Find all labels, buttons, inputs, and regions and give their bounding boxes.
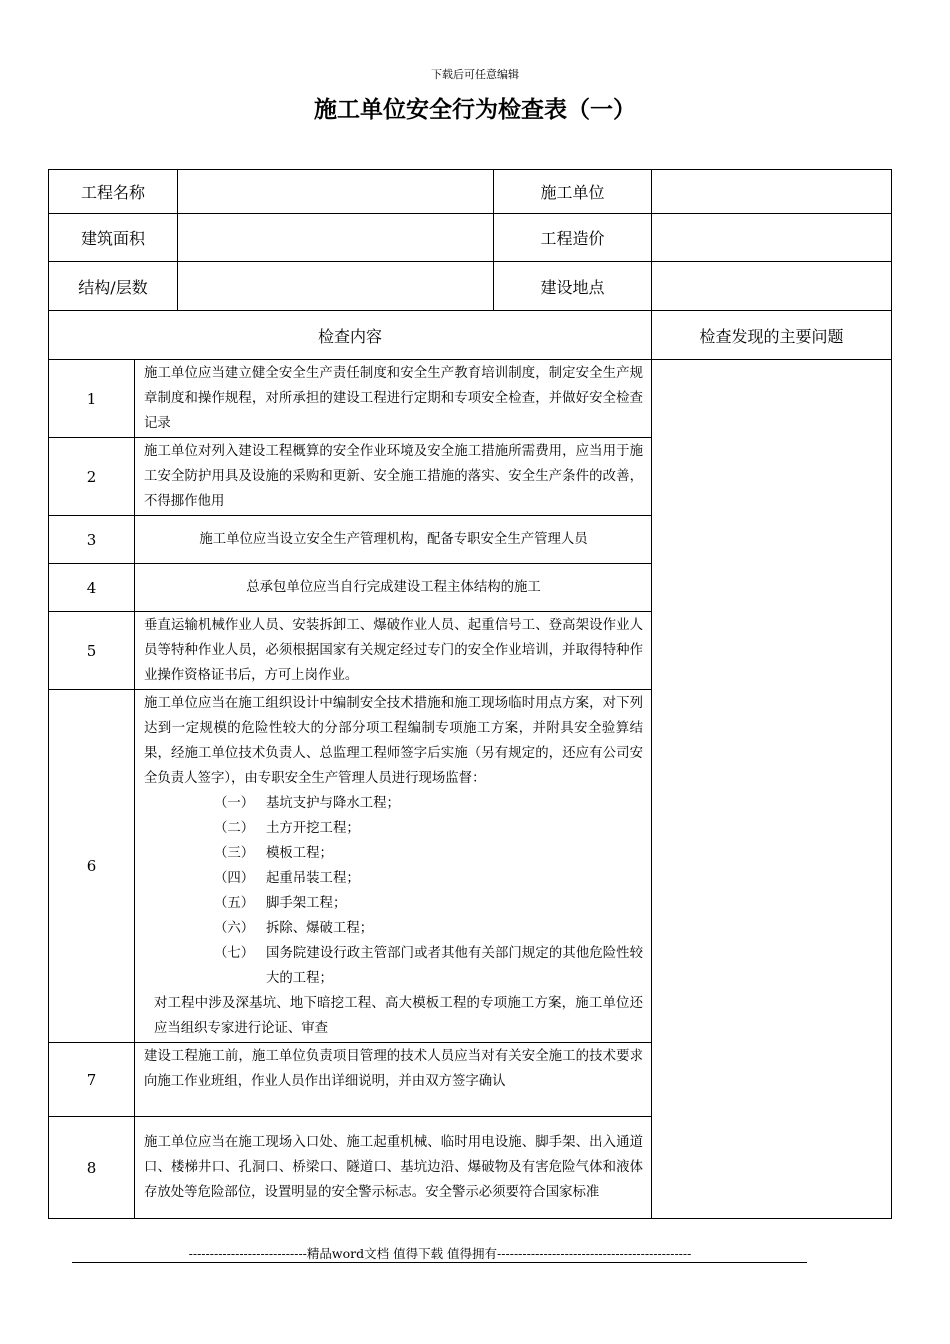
- issues-cell[interactable]: [652, 360, 892, 1219]
- sub-item: [144, 841, 643, 866]
- location-label: 建设地点: [494, 262, 652, 311]
- location-value[interactable]: [652, 262, 892, 311]
- project-name-value[interactable]: [178, 170, 494, 214]
- item-content: 施工单位应当建立健全安全生产责任制度和安全生产教育培训制度，制定安全生产规章制度和操作规程，对所承担的建设工程进行定期和专项安全检查，并做好安全检查记录: [135, 360, 652, 438]
- sub-item-text: 脚手架工程；: [266, 896, 347, 911]
- area-value[interactable]: [178, 214, 494, 262]
- sub-item: [144, 816, 643, 841]
- sub-item-text: 模板工程；: [266, 846, 333, 861]
- sub-item-mark: （一）: [214, 796, 255, 811]
- sub-item-text: 基坑支护与降水工程；: [266, 796, 400, 811]
- area-label: 建筑面积: [49, 214, 178, 262]
- issues-header: 检查发现的主要问题: [652, 311, 892, 360]
- sub-item: [144, 791, 643, 816]
- item-intro: 施工单位应当在施工组织设计中编制安全技术措施和施工现场临时用点方案，对下列达到一定规模的危险性较大的分部分项工程编制专项施工方案，并附具安全验算结果，经施工单位技术负责人、总监理工程师签字后实施（另有规定的，还应有公司安全负责人签字），由专职安全生产管理人员进行现场监督：: [144, 696, 644, 786]
- inspection-table: [48, 169, 892, 1219]
- content-header: 检查内容: [49, 311, 652, 360]
- item-content: 建设工程施工前，施工单位负责项目管理的技术人员应当对有关安全施工的技术要求向施工作业班组，作业人员作出详细说明，并由双方签字确认: [135, 1043, 652, 1117]
- sub-item: [144, 866, 643, 891]
- item-content: 总承包单位应当自行完成建设工程主体结构的施工: [135, 564, 652, 612]
- item-content: 施工单位应当设立安全生产管理机构，配备专职安全生产管理人员: [135, 516, 652, 564]
- item-number: 3: [49, 516, 135, 564]
- item-content: [135, 690, 652, 1043]
- top-note: 下载后可任意编辑: [431, 68, 519, 81]
- cost-value[interactable]: [652, 214, 892, 262]
- sub-item-mark: （三）: [214, 846, 255, 861]
- item-number: 2: [49, 438, 135, 516]
- sub-item-text: 拆除、爆破工程；: [266, 921, 374, 936]
- info-row-2: [49, 214, 892, 262]
- sub-item-mark: （七）: [214, 946, 255, 961]
- item-number: 1: [49, 360, 135, 438]
- sub-item-text: 起重吊装工程；: [266, 871, 360, 886]
- item-number: 5: [49, 612, 135, 690]
- item-content: 施工单位应当在施工现场入口处、施工起重机械、临时用电设施、脚手架、出入通道口、楼梯井口、孔洞口、桥梁口、隧道口、基坑边沿、爆破物及有害危险气体和液体存放处等危险部位，设置明显的安全警示标志。安全警示必须要符合国家标准: [135, 1117, 652, 1219]
- item-row: [49, 360, 892, 438]
- project-name-label: 工程名称: [49, 170, 178, 214]
- contractor-value[interactable]: [652, 170, 892, 214]
- item-number: 4: [49, 564, 135, 612]
- page-title: 施工单位安全行为检查表（一）: [314, 97, 636, 123]
- item-outro: 对工程中涉及深基坑、地下暗挖工程、高大模板工程的专项施工方案，施工单位还应当组织专家进行论证、审查: [154, 996, 644, 1036]
- sub-item-text: 土方开挖工程；: [266, 821, 360, 836]
- sub-item-text: 国务院建设行政主管部门或者其他有关部门规定的其他危险性较大的工程；: [266, 946, 644, 986]
- sub-item-mark: （六）: [214, 921, 255, 936]
- item-number: 7: [49, 1043, 135, 1117]
- item-content: 垂直运输机械作业人员、安装拆卸工、爆破作业人员、起重信号工、登高架设作业人员等特种作业人员，必须根据国家有关规定经过专门的安全作业培训，并取得特种作业操作资格证书后，方可上岗作业。: [135, 612, 652, 690]
- content-header-row: [49, 311, 892, 360]
- footer-divider: [72, 1262, 807, 1263]
- structure-label: 结构/层数: [49, 262, 178, 311]
- structure-value[interactable]: [178, 262, 494, 311]
- sub-item-mark: （四）: [214, 871, 255, 886]
- contractor-label: 施工单位: [494, 170, 652, 214]
- sub-item: [144, 916, 643, 941]
- cost-label: 工程造价: [494, 214, 652, 262]
- info-row-1: [49, 170, 892, 214]
- item-content: 施工单位对列入建设工程概算的安全作业环境及安全施工措施所需费用，应当用于施工安全防护用具及设施的采购和更新、安全施工措施的落实、安全生产条件的改善，不得挪作他用: [135, 438, 652, 516]
- sub-item: [144, 891, 643, 916]
- sub-item-mark: （二）: [214, 821, 255, 836]
- footer-text: ----------------------------精品word文档 值得下载 值得拥有----------------------------------------------: [188, 1246, 692, 1261]
- sub-item-mark: （五）: [214, 896, 255, 911]
- sub-item: [144, 941, 643, 991]
- info-row-3: [49, 262, 892, 311]
- item-number: 6: [49, 690, 135, 1043]
- item-number: 8: [49, 1117, 135, 1219]
